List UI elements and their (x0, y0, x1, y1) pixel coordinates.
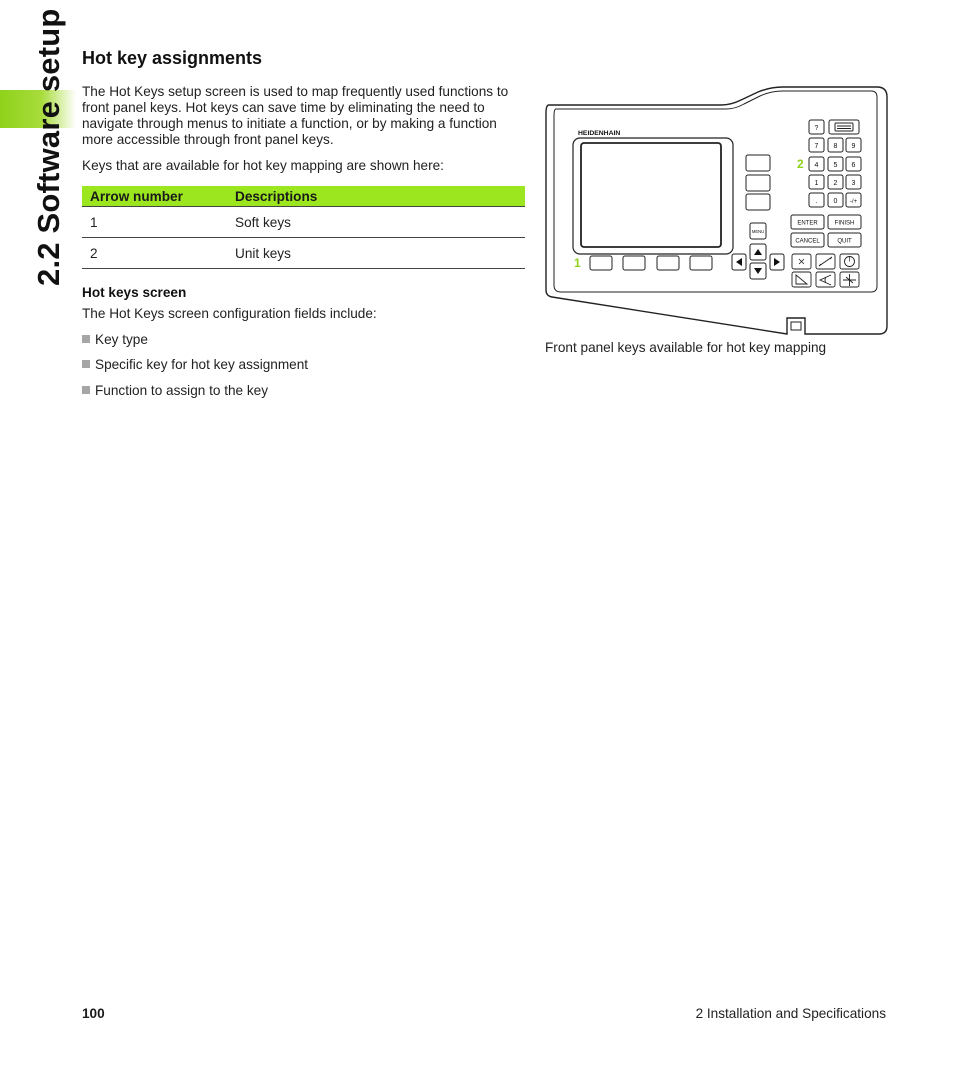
key-decimal-label: . (815, 198, 818, 205)
key-5-label: 5 (833, 162, 838, 169)
key-4-label: 4 (814, 162, 819, 169)
device-brand-logo: HEIDENHAIN (578, 130, 621, 137)
table-header-row (82, 186, 525, 207)
table-header-arrow-number: Arrow number (82, 186, 227, 207)
soft-key-2 (623, 256, 645, 270)
hot-keys-table (82, 186, 525, 269)
enter-key-label: ENTER (797, 220, 818, 227)
subheading: Hot keys screen (82, 285, 187, 300)
device-display-screen (581, 143, 721, 247)
numeric-keypad (809, 120, 861, 207)
table-cell-description: Unit keys (227, 238, 525, 269)
key-7-label: 7 (814, 143, 819, 150)
list-item-text: Function to assign to the key (95, 383, 269, 398)
list-item (82, 383, 268, 398)
key-6-label: 6 (851, 162, 856, 169)
figure-caption: Front panel keys available for hot key mapping (545, 340, 827, 355)
bullet-square-icon (82, 386, 90, 394)
bullet-square-icon (82, 335, 90, 343)
cancel-key-label: CANCEL (795, 238, 820, 245)
soft-key-1 (590, 256, 612, 270)
key-8-label: 8 (833, 143, 838, 150)
table-cell-arrow-number: 1 (82, 207, 227, 238)
table-cell-arrow-number: 2 (82, 238, 227, 269)
table-row (82, 238, 525, 269)
table-header-descriptions: Descriptions (227, 186, 525, 207)
keys-intro-paragraph: Keys that are available for hot key mapping are shown here: (82, 158, 444, 173)
angle-key (816, 272, 835, 287)
front-panel-illustration (543, 86, 889, 339)
menu-key-label: MENU (751, 229, 765, 234)
fields-intro-paragraph: The Hot Keys screen configuration fields include: (82, 306, 377, 321)
page-heading: Hot key assignments (82, 48, 263, 68)
bullet-square-icon (82, 360, 90, 368)
table-cell-description: Soft keys (227, 207, 525, 238)
section-title: 2.2 Software setup (31, 8, 66, 286)
list-item-text: Specific key for hot key assignment (95, 357, 309, 372)
finish-key-label: FINISH (834, 220, 855, 227)
page-number: 100 (82, 1006, 105, 1021)
callout-2: 2 (797, 157, 804, 171)
callout-1: 1 (574, 256, 581, 270)
intro-paragraph: The Hot Keys setup screen is used to map frequently used functions to front panel keys. Hot keys can save time by eliminating the need to navigate through menus to initiate a function, or by making a function more accessible through front panel keys. (82, 84, 509, 147)
key-sign-label: -/+ (849, 199, 858, 205)
key-0-label: 0 (833, 198, 838, 205)
soft-key-4 (690, 256, 712, 270)
table-row (82, 207, 525, 238)
axis-key-3 (746, 194, 770, 210)
soft-key-3 (657, 256, 679, 270)
axis-key-1 (746, 155, 770, 171)
list-item (82, 357, 308, 372)
display-key-icon (835, 123, 853, 131)
quit-key-label: QUIT (837, 238, 852, 245)
list-item (82, 332, 148, 347)
key-1-label: 1 (814, 180, 819, 187)
key-3-label: 3 (851, 180, 856, 187)
list-item-text: Key type (95, 332, 148, 347)
help-key-label: ? (814, 125, 819, 132)
key-9-label: 9 (851, 143, 856, 150)
axis-key-2 (746, 175, 770, 191)
key-2-label: 2 (833, 180, 838, 187)
chapter-title: 2 Installation and Specifications (695, 1006, 886, 1021)
